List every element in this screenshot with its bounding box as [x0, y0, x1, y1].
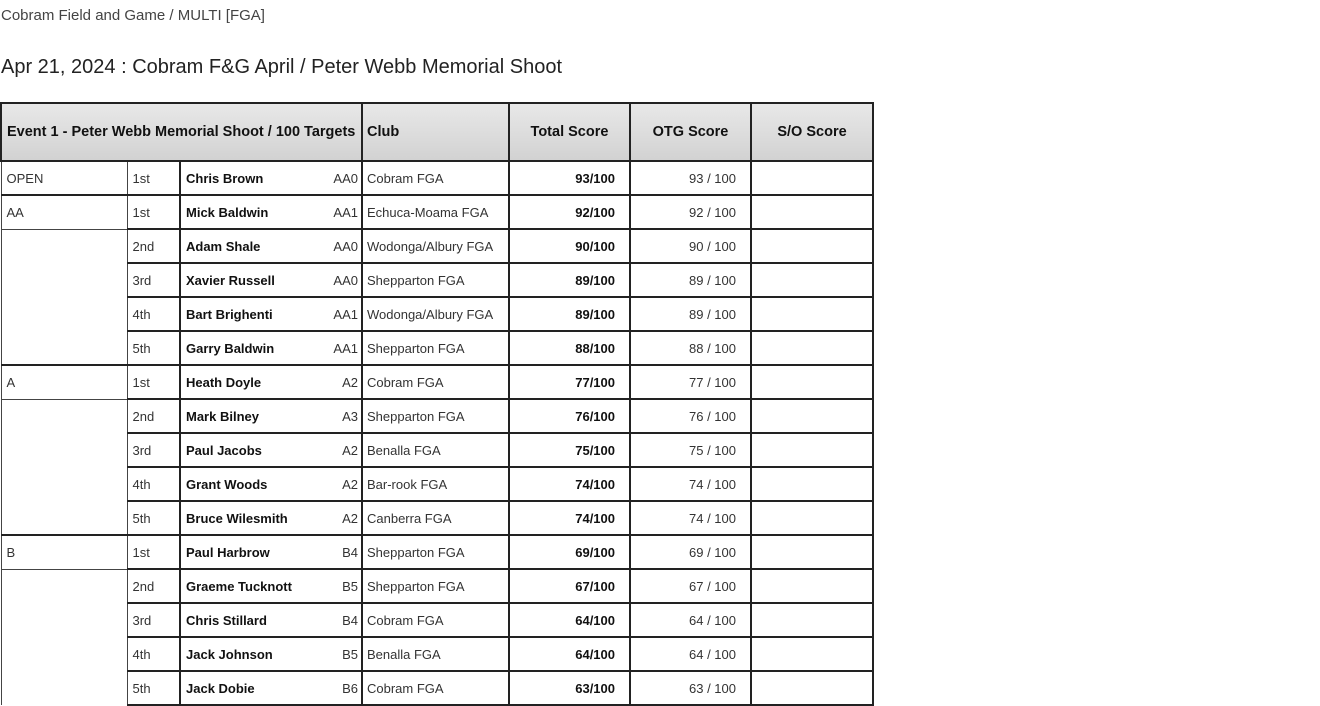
place-cell: 5th — [127, 501, 180, 535]
so-score-cell — [751, 195, 873, 229]
otg-score-cell: 90 / 100 — [630, 229, 751, 263]
shooter-name: Garry Baldwin — [180, 331, 326, 365]
total-score-cell: 64/100 — [509, 603, 630, 637]
class-cell: A2 — [326, 433, 362, 467]
shooter-name: Jack Johnson — [180, 637, 326, 671]
otg-score-cell: 64 / 100 — [630, 603, 751, 637]
so-score-cell — [751, 161, 873, 195]
shooter-name: Paul Jacobs — [180, 433, 326, 467]
otg-score-cell: 76 / 100 — [630, 399, 751, 433]
club-cell: Shepparton FGA — [362, 263, 509, 297]
otg-score-cell: 88 / 100 — [630, 331, 751, 365]
class-cell: A2 — [326, 501, 362, 535]
otg-score-cell: 75 / 100 — [630, 433, 751, 467]
so-score-cell — [751, 501, 873, 535]
class-cell: AA1 — [326, 331, 362, 365]
division-cell — [1, 501, 127, 535]
shooter-name: Graeme Tucknott — [180, 569, 326, 603]
class-cell: A3 — [326, 399, 362, 433]
club-cell: Wodonga/Albury FGA — [362, 229, 509, 263]
total-score-cell: 75/100 — [509, 433, 630, 467]
division-cell — [1, 637, 127, 671]
total-score-cell: 92/100 — [509, 195, 630, 229]
otg-score-cell: 64 / 100 — [630, 637, 751, 671]
club-cell: Bar-rook FGA — [362, 467, 509, 501]
division-cell: OPEN — [1, 161, 127, 195]
table-row — [1, 569, 873, 603]
table-row — [1, 433, 873, 467]
division-cell — [1, 399, 127, 433]
club-cell: Cobram FGA — [362, 365, 509, 399]
otg-score-header: OTG Score — [630, 103, 751, 161]
so-score-cell — [751, 637, 873, 671]
total-score-cell: 74/100 — [509, 467, 630, 501]
place-cell: 4th — [127, 467, 180, 501]
otg-score-cell: 89 / 100 — [630, 263, 751, 297]
division-cell — [1, 297, 127, 331]
table-row — [1, 603, 873, 637]
so-score-cell — [751, 671, 873, 705]
so-score-cell — [751, 467, 873, 501]
total-score-cell: 74/100 — [509, 501, 630, 535]
club-cell: Shepparton FGA — [362, 399, 509, 433]
total-score-cell: 67/100 — [509, 569, 630, 603]
breadcrumb: Cobram Field and Game / MULTI [FGA] — [1, 7, 265, 24]
class-cell: B4 — [326, 603, 362, 637]
shooter-name: Mick Baldwin — [180, 195, 326, 229]
club-cell: Shepparton FGA — [362, 569, 509, 603]
table-row — [1, 229, 873, 263]
table-row — [1, 331, 873, 365]
class-cell: A2 — [326, 365, 362, 399]
club-cell: Shepparton FGA — [362, 535, 509, 569]
division-cell — [1, 229, 127, 263]
otg-score-cell: 74 / 100 — [630, 467, 751, 501]
place-cell: 3rd — [127, 263, 180, 297]
class-cell: B4 — [326, 535, 362, 569]
place-cell: 2nd — [127, 569, 180, 603]
event-header: Event 1 - Peter Webb Memorial Shoot / 100 Targets — [1, 103, 362, 161]
division-cell — [1, 671, 127, 705]
class-cell: B6 — [326, 671, 362, 705]
shooter-name: Chris Stillard — [180, 603, 326, 637]
place-cell: 5th — [127, 671, 180, 705]
place-cell: 1st — [127, 535, 180, 569]
division-cell — [1, 467, 127, 501]
total-score-cell: 64/100 — [509, 637, 630, 671]
otg-score-cell: 89 / 100 — [630, 297, 751, 331]
division-cell: B — [1, 535, 127, 569]
so-score-cell — [751, 603, 873, 637]
place-cell: 3rd — [127, 603, 180, 637]
place-cell: 4th — [127, 637, 180, 671]
otg-score-cell: 69 / 100 — [630, 535, 751, 569]
table-row — [1, 195, 873, 229]
place-cell: 4th — [127, 297, 180, 331]
shooter-name: Grant Woods — [180, 467, 326, 501]
table-row — [1, 399, 873, 433]
place-cell: 2nd — [127, 229, 180, 263]
otg-score-cell: 67 / 100 — [630, 569, 751, 603]
division-cell — [1, 263, 127, 297]
total-score-cell: 89/100 — [509, 263, 630, 297]
shooter-name: Bruce Wilesmith — [180, 501, 326, 535]
so-score-cell — [751, 229, 873, 263]
place-cell: 1st — [127, 161, 180, 195]
place-cell: 3rd — [127, 433, 180, 467]
club-header: Club — [362, 103, 509, 161]
so-score-cell — [751, 263, 873, 297]
otg-score-cell: 93 / 100 — [630, 161, 751, 195]
page-title: Apr 21, 2024 : Cobram F&G April / Peter Webb Memorial Shoot — [1, 56, 562, 78]
table-row — [1, 637, 873, 671]
shooter-name: Jack Dobie — [180, 671, 326, 705]
club-cell: Cobram FGA — [362, 671, 509, 705]
so-score-cell — [751, 535, 873, 569]
place-cell: 1st — [127, 195, 180, 229]
division-cell — [1, 569, 127, 603]
so-score-cell — [751, 399, 873, 433]
shooter-name: Chris Brown — [180, 161, 326, 195]
division-cell — [1, 331, 127, 365]
club-cell: Shepparton FGA — [362, 331, 509, 365]
class-cell: AA0 — [326, 229, 362, 263]
club-cell: Echuca-Moama FGA — [362, 195, 509, 229]
total-score-cell: 89/100 — [509, 297, 630, 331]
otg-score-cell: 74 / 100 — [630, 501, 751, 535]
so-score-cell — [751, 569, 873, 603]
class-cell: AA1 — [326, 195, 362, 229]
shooter-name: Mark Bilney — [180, 399, 326, 433]
club-cell: Cobram FGA — [362, 161, 509, 195]
total-score-cell: 93/100 — [509, 161, 630, 195]
total-score-cell: 88/100 — [509, 331, 630, 365]
club-cell: Benalla FGA — [362, 637, 509, 671]
division-cell: A — [1, 365, 127, 399]
club-cell: Benalla FGA — [362, 433, 509, 467]
place-cell: 5th — [127, 331, 180, 365]
shooter-name: Adam Shale — [180, 229, 326, 263]
table-row — [1, 263, 873, 297]
class-cell: AA1 — [326, 297, 362, 331]
total-score-cell: 63/100 — [509, 671, 630, 705]
so-score-cell — [751, 331, 873, 365]
total-score-cell: 90/100 — [509, 229, 630, 263]
table-row — [1, 297, 873, 331]
shooter-name: Xavier Russell — [180, 263, 326, 297]
place-cell: 1st — [127, 365, 180, 399]
results-table — [0, 102, 874, 706]
so-score-cell — [751, 365, 873, 399]
place-cell: 2nd — [127, 399, 180, 433]
total-score-cell: 76/100 — [509, 399, 630, 433]
otg-score-cell: 92 / 100 — [630, 195, 751, 229]
division-cell — [1, 603, 127, 637]
so-score-header: S/O Score — [751, 103, 873, 161]
club-cell: Cobram FGA — [362, 603, 509, 637]
otg-score-cell: 77 / 100 — [630, 365, 751, 399]
total-score-cell: 69/100 — [509, 535, 630, 569]
total-score-cell: 77/100 — [509, 365, 630, 399]
class-cell: B5 — [326, 569, 362, 603]
table-row — [1, 161, 873, 195]
club-cell: Canberra FGA — [362, 501, 509, 535]
shooter-name: Bart Brighenti — [180, 297, 326, 331]
otg-score-cell: 63 / 100 — [630, 671, 751, 705]
division-cell: AA — [1, 195, 127, 229]
table-row — [1, 501, 873, 535]
class-cell: AA0 — [326, 263, 362, 297]
shooter-name: Paul Harbrow — [180, 535, 326, 569]
so-score-cell — [751, 297, 873, 331]
class-cell: B5 — [326, 637, 362, 671]
club-cell: Wodonga/Albury FGA — [362, 297, 509, 331]
table-row — [1, 365, 873, 399]
division-cell — [1, 433, 127, 467]
table-row — [1, 671, 873, 705]
so-score-cell — [751, 433, 873, 467]
class-cell: AA0 — [326, 161, 362, 195]
shooter-name: Heath Doyle — [180, 365, 326, 399]
table-row — [1, 535, 873, 569]
class-cell: A2 — [326, 467, 362, 501]
table-row — [1, 467, 873, 501]
total-score-header: Total Score — [509, 103, 630, 161]
